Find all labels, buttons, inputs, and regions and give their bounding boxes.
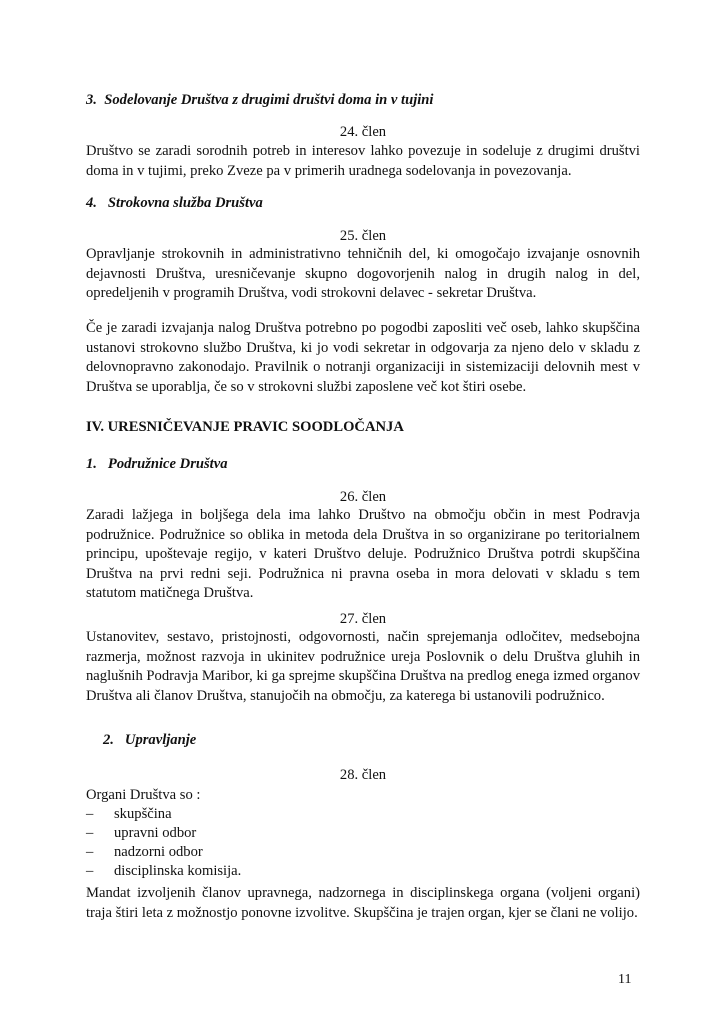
section-number: 3.	[86, 92, 97, 108]
article-27-heading: 27. člen	[339, 611, 387, 627]
list-dash: –	[86, 806, 94, 822]
article-25-heading: 25. člen	[339, 228, 387, 244]
article-28-text: Mandat izvoljenih članov upravnega, nadzornega in disciplinskega organa (voljeni organi) traja štiri leta z možnostjo ponovne izvolitve. Skupščina je trajen organ, kjer se člani ne volijo.	[86, 885, 640, 921]
section-title: Strokovna služba Društva	[107, 195, 263, 211]
section-number: 2.	[103, 732, 114, 748]
section-title: Sodelovanje Društva z drugimi društvi doma in v tujini	[104, 92, 434, 108]
section-title: Upravljanje	[124, 732, 197, 748]
document-page	[86, 0, 640, 1024]
list-item: – nadzorni odbor	[86, 844, 203, 860]
section-number: 1.	[86, 456, 97, 472]
list-item: – disciplinska komisija.	[86, 863, 242, 879]
section-title: Podružnice Društva	[107, 456, 228, 472]
list-dash: –	[86, 863, 94, 879]
section-number: 4.	[86, 195, 97, 211]
article-28-heading: 28. člen	[339, 767, 387, 783]
article-25-paragraph-1: Opravljanje strokovnih in administrativno tehničnih del, ki omogočajo izvajanje osnovnih dejavnosti Društva, uresničevanje skupno dogovorjenih nalog in drugih nalog in del, opredeljenih v programih Društva, vodi strokovni delavec - sekretar Društva.	[86, 246, 640, 301]
article-24-heading: 24. člen	[339, 124, 387, 140]
article-25-paragraph-2: Če je zaradi izvajanja nalog Društva potrebno po pogodbi zaposliti več oseb, lahko skupščina ustanovi strokovno službo Društva, ki jo vodi sekretar in odgovarja za njeno delo v skladu z delovnopravno zakonodajo. Pravilnik o notranji organizaciji in sistemizaciji delovnih mest v Društva se uporablja, če so v strokovni službi zaposlene več kot štiri osebe.	[86, 320, 640, 395]
section-4-heading	[86, 195, 263, 212]
section-1-heading	[86, 456, 228, 473]
article-26-heading: 26. člen	[339, 489, 387, 505]
article-24-text: Društvo se zaradi sorodnih potreb in interesov lahko povezuje in sodeluje z drugimi društvi doma in v tujimi, preko Zveze pa v primerih uradnega sodelovanja in povezovanja.	[86, 143, 640, 179]
article-27-text: Ustanovitev, sestavo, pristojnosti, odgovornosti, način sprejemanja odločitev, medsebojna razmerja, možnost razvoja in ukinitev podružnice ureja Poslovnik o delu Društva gluhih in naglušnih Podravja Maribor, ki ga sprejme skupščina Društva na predlog enega izmed organov Društva ali članov Društva, stanujočih na območju, za katerega bi ustanovili podružnico.	[86, 629, 640, 704]
article-28-intro: Organi Društva so :	[86, 787, 201, 803]
article-26-text: Zaradi lažjega in boljšega dela ima lahko Društvo na območju občin in mest Podravja podružnice. Podružnice so oblika in metoda dela Društva in so organizirane po teritorialnem principu, upoštevaje regijo, v kateri Društvo deluje. Podružnico Društva potrdi skupščina Društva na prvi redni seji. Podružnica ni pravna oseba in mora delovati v skladu s tem statutom matičnega Društva.	[86, 507, 640, 601]
organs-list	[86, 805, 241, 881]
page-number: 11	[618, 972, 632, 987]
list-dash: –	[86, 844, 94, 860]
list-item: – skupščina	[86, 806, 172, 822]
list-dash: –	[86, 825, 94, 841]
section-2-heading	[103, 732, 196, 749]
list-item: – upravni odbor	[86, 825, 197, 841]
section-3-heading	[86, 92, 433, 109]
chapter-4-heading: IV. URESNIČEVANJE PRAVIC SOODLOČANJA	[86, 419, 404, 435]
